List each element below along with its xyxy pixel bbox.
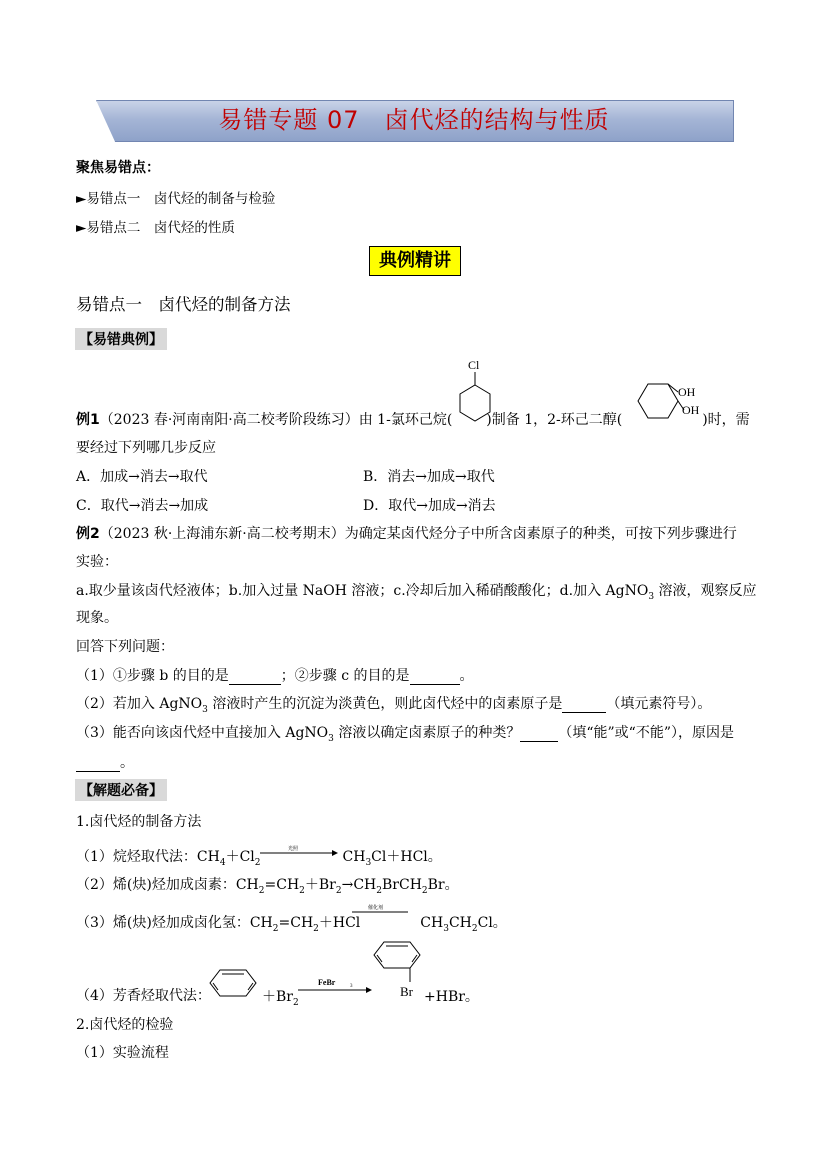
ex2-line4: 现象。 bbox=[76, 610, 118, 626]
ex2-q3-d: 。 bbox=[120, 755, 134, 771]
solve-essentials-label: 【解题必备】 bbox=[75, 779, 167, 801]
ex2-line3: a.取少量该卤代烃液体；b.加入过量 NaOH 溶液；c.冷却后加入稀硝酸酸化；d.加入 AgNO$_3$ 溶液，观察反应 bbox=[76, 583, 757, 602]
method-4-arrow bbox=[296, 976, 376, 996]
ex2-label: 例2 bbox=[76, 526, 100, 542]
answer-blank-1[interactable] bbox=[229, 668, 281, 685]
answer-blank-2[interactable] bbox=[410, 668, 460, 685]
benzene-icon bbox=[208, 968, 258, 998]
ex2-q3-b: 溶液以确定卤素原子的种类？ bbox=[333, 725, 521, 741]
ex2-q3-a: （3）能否向该卤代烃中直接加入 AgNO bbox=[76, 725, 329, 741]
section-badge: 典例精讲 bbox=[369, 246, 461, 276]
method-1-label: （1）烷烃取代法： bbox=[76, 849, 197, 865]
ex2-line3-a: a.取少量该卤代烃液体；b.加入过量 NaOH 溶液；c.冷却后加入稀硝酸酸化；d.加入 AgNO bbox=[76, 583, 649, 599]
ex2-q1-b: ；②步骤 c 的目的是 bbox=[280, 668, 410, 684]
ex2-q1 bbox=[76, 665, 474, 685]
method-3-arrow bbox=[350, 900, 410, 920]
ex2-q3: （3）能否向该卤代烃中直接加入 AgNO$_3$ 溶液以确定卤素原子的种类？ （填“能”或“不能”），原因是 bbox=[76, 725, 734, 744]
answer-blank-5[interactable] bbox=[76, 755, 120, 772]
method-1: （1）烷烃取代法：$CH_4+Cl_2$ $CH_3Cl+HCl$。 bbox=[76, 849, 442, 868]
ex2-q2-a: （2）若加入 AgNO bbox=[76, 696, 203, 712]
method-3-label: （3）烯(炔)烃加成卤化氢： bbox=[76, 915, 250, 931]
oh-label-2: OH bbox=[682, 403, 700, 417]
ex2-q2-c: （填元素符号）。 bbox=[606, 696, 712, 712]
ex2-q2-b: 溶液时产生的沉淀为淡黄色，则此卤代烃中的卤素原子是 bbox=[207, 696, 563, 712]
ex1-option-a: A．加成→消去→取代 bbox=[76, 469, 208, 485]
ex1-option-d: D．取代→加成→消去 bbox=[363, 498, 496, 514]
focus-item-2: ►易错点二 卤代烃的性质 bbox=[76, 220, 235, 236]
answer-blank-4[interactable] bbox=[520, 725, 558, 742]
ex2-line2: 实验： bbox=[76, 554, 118, 570]
ex2-q3-c: （填“能”或“不能”），原因是 bbox=[558, 725, 734, 741]
ex1-mid: )制备 1，2-环己二醇( bbox=[486, 412, 623, 428]
ex2-line5: 回答下列问题： bbox=[76, 639, 174, 655]
ex2-q1-a: （1）①步骤 b 的目的是 bbox=[76, 668, 229, 684]
method-3: （3）烯(炔)烃加成卤化氢：$CH_2=CH_2+HCl$ $CH_3CH_2Cl$。 bbox=[76, 915, 507, 934]
method-4-reagent: $+Br_2$ bbox=[262, 989, 299, 1008]
bromobenzene-br-label: Br bbox=[400, 984, 413, 999]
ex1-option-c: C．取代→消去→加成 bbox=[76, 498, 209, 514]
ex2-line1-text: （2023 秋·上海浦东新·高二校考期末）为确定某卤代烃分子中所含卤素原子的种类，可按下列步骤进行 bbox=[99, 526, 737, 542]
cl-label: Cl bbox=[468, 358, 480, 372]
ex1-option-b: B．消去→加成→取代 bbox=[363, 469, 495, 485]
detect-heading: 2.卤代烃的检验 bbox=[76, 1017, 174, 1033]
method-4-tail: +HBr。 bbox=[424, 989, 479, 1005]
method-3-condition: 催化剂 bbox=[368, 905, 384, 911]
method-4-condition: FeBr bbox=[318, 978, 336, 987]
ex1-line2: 要经过下列哪几步反应 bbox=[76, 440, 216, 456]
method-1-arrow bbox=[258, 843, 338, 857]
ex1-end: )时，需 bbox=[702, 412, 750, 428]
ex1-label: 例1 bbox=[76, 412, 100, 428]
svg-text:3: 3 bbox=[350, 984, 353, 989]
focus-heading: 聚焦易错点： bbox=[76, 160, 160, 176]
section-heading: 易错点一 卤代烃的制备方法 bbox=[76, 295, 291, 314]
ex2-q1-c: 。 bbox=[459, 668, 474, 684]
page-title: 易错专题 07 卤代烃的结构与性质 bbox=[218, 106, 610, 134]
ex2-line1 bbox=[76, 523, 737, 543]
methods-heading: 1.卤代烃的制备方法 bbox=[76, 814, 202, 830]
focus-item-1: ►易错点一 卤代烃的制备与检验 bbox=[76, 191, 276, 207]
ex2-line3-b: 溶液，观察反应 bbox=[654, 583, 757, 599]
method-4-label: （4）芳香烃取代法： bbox=[76, 988, 211, 1004]
method-1-condition: 光照 bbox=[288, 846, 299, 852]
answer-blank-3[interactable] bbox=[562, 696, 606, 713]
ex2-q2: （2）若加入 AgNO$_3$ 溶液时产生的沉淀为淡黄色，则此卤代烃中的卤素原子是 （填元素符号）。 bbox=[76, 696, 712, 715]
detect-subheading: （1）实验流程 bbox=[76, 1045, 169, 1061]
ex1-source: （2023 春·河南南阳·高二校考阶段练习）由 1-氯环己烷( bbox=[99, 412, 453, 428]
oh-label-1: OH bbox=[678, 385, 696, 399]
ex1-line1 bbox=[76, 409, 750, 429]
method-2: （2）烯(炔)烃加成卤素：$CH_2=CH_2+Br_2\to CH_2BrCH_2Br$。 bbox=[76, 877, 459, 896]
typical-example-label: 【易错典例】 bbox=[75, 328, 167, 350]
bromobenzene-structure bbox=[372, 940, 422, 1000]
method-2-label: （2）烯(炔)烃加成卤素： bbox=[76, 877, 236, 893]
ex2-q3-cont bbox=[76, 752, 134, 772]
